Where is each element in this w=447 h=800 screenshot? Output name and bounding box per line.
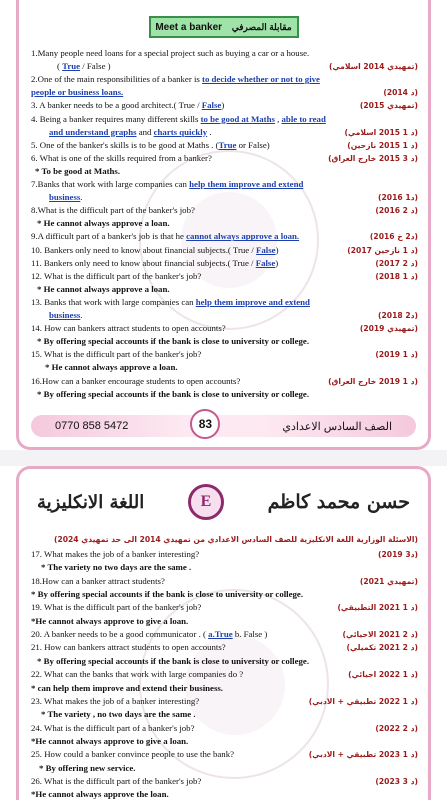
exam-reference: (د 2 2022) [375, 723, 418, 733]
underlined-answer: True [62, 61, 81, 72]
question-text: and [136, 126, 154, 137]
underlined-answer: help them improve and extend [189, 179, 304, 189]
exam-reference: (د 1 2023 تطبيقي + الادبي) [308, 750, 418, 760]
question-text: . [207, 126, 212, 137]
question-line [31, 602, 418, 613]
question-line [31, 140, 418, 151]
answer-line [31, 789, 418, 800]
question-line [31, 749, 418, 760]
question-text: 15. What is the difficult part of the banker's job? [31, 349, 202, 360]
subject-calligraphy: اللغة الانكليزية [37, 491, 145, 513]
question-line [31, 74, 418, 85]
exam-reference: (د 1 2015 اسلامي) [344, 127, 418, 137]
document-page-84 [16, 466, 431, 800]
underlined-answer: business [49, 192, 81, 203]
underlined-answer: charts quickly [153, 126, 208, 137]
question-line [31, 192, 418, 203]
question-text: ) [275, 257, 279, 268]
answer-line [31, 763, 418, 774]
exam-reference: (د3 2019) [378, 550, 418, 559]
exam-reference: (تمهيدي 2015) [359, 101, 418, 111]
question-text: 3. A banker needs to be a good architect.( True / [31, 100, 202, 111]
question-line [31, 179, 418, 190]
question-line [31, 61, 418, 72]
question-text: 4. Being a banker requires many different skills [31, 113, 201, 124]
section-title [149, 16, 299, 38]
exam-reference: (تمهيدي 2021) [359, 576, 418, 586]
question-line [31, 297, 418, 308]
question-line [31, 349, 418, 360]
answer-line [31, 389, 418, 400]
question-text: 26. What is the difficult part of the banker's job? [31, 775, 202, 786]
question-line [31, 323, 418, 334]
question-text: or False) [236, 139, 270, 150]
question-text: . [80, 192, 83, 203]
question-text: 21. How can bankers attract students to open accounts? [31, 642, 226, 653]
answer-text: * He cannot always approve a loan. [45, 362, 178, 373]
question-line [31, 723, 418, 734]
question-text: 8.What is the difficult part of the banker's job? [31, 205, 195, 216]
question-line [31, 629, 418, 640]
question-text: 24. What is the difficult part of a banker's job? [31, 722, 195, 733]
answer-line [31, 656, 418, 667]
question-line [31, 127, 418, 138]
question-text: 13. Banks that work with large companies can [31, 296, 196, 307]
exam-reference: (د 2 2017) [375, 258, 418, 268]
answer-line [31, 683, 418, 694]
page-separator [0, 450, 447, 466]
answer-text: *He cannot always approve to give a loan. [31, 615, 189, 626]
question-text: . [80, 310, 83, 320]
answer-line [31, 166, 418, 177]
answer-text: * He cannot always approve a loan. [37, 283, 170, 294]
underlined-answer: False [201, 100, 222, 111]
answer-line [31, 336, 418, 347]
exam-reference: (د 1 2022 تطبيقي + الادبي) [308, 696, 418, 706]
question-line [31, 153, 418, 164]
exam-reference: (د 1 2019) [375, 350, 418, 360]
question-line [31, 696, 418, 707]
page-footer [31, 415, 416, 437]
exam-reference: (د 2014) [383, 88, 418, 98]
exam-range-note: (الاسئلة الوزارية اللغة الانكليزية للصف السادس الاعدادي من تمهيدي 2014 الى حد تمهيدي 2024) [53, 535, 418, 544]
question-line [31, 776, 418, 787]
exam-reference: (د1 2016) [378, 193, 418, 203]
underlined-answer: business [49, 310, 81, 320]
question-line [31, 114, 418, 125]
exam-reference: (تمهيدي 2014 اسلامي) [328, 62, 418, 72]
underlined-answer: people or business loans. [31, 87, 124, 98]
question-text: b. False ) [232, 629, 268, 640]
underlined-answer: cannot always approve a loan. [186, 231, 300, 242]
answer-text: * By offering special accounts if the bank is close to university or college. [37, 388, 310, 399]
answer-text: *He cannot always approve the loan. [31, 789, 169, 800]
question-text: ) [221, 100, 225, 111]
answer-line [31, 589, 418, 600]
question-line [31, 231, 418, 242]
question-text: 12. What is the difficult part of the banker's job? [31, 270, 202, 281]
exam-reference: (د 2 2021 تكميلي) [346, 643, 418, 653]
exam-reference: (د2 2018) [378, 311, 418, 320]
question-line [31, 642, 418, 653]
answer-line [31, 284, 418, 295]
question-line [31, 669, 418, 680]
english-badge-logo: E [188, 484, 224, 520]
question-text: 11. Bankers only need to know about financial subjects.( True / [31, 257, 256, 268]
question-text: 22. What can the banks that work with large companies do ? [31, 669, 244, 680]
answer-text: * By offering new service. [39, 762, 136, 773]
question-text: 10. Bankers only need to know about financial subjects.( True / [31, 244, 257, 255]
question-text: 1.Many people need loans for a special project such as buying a car or a house. [31, 48, 310, 58]
answer-text: * To be good at Maths. [35, 165, 121, 176]
underlined-answer: help them improve and extend [195, 296, 310, 307]
exam-reference: (د 1 نازحين 2017) [347, 245, 418, 255]
underlined-answer: a.True [208, 629, 233, 640]
underlined-answer: able to read [281, 113, 326, 124]
question-text: 16.How can a banker encourage students to open accounts? [31, 375, 241, 386]
section-title-en: Meet a banker [155, 21, 223, 33]
exam-reference: (د 1 2015 نازحين) [347, 140, 418, 150]
question-text: 20. A banker needs to be a good communicator . ( [31, 629, 209, 640]
exam-reference: (د 1 2021 التطبيقي) [337, 603, 418, 613]
author-calligraphy: حسن محمد كاظم [267, 491, 410, 513]
exam-reference: (د 2 2016) [375, 206, 418, 216]
underlined-answer: True [218, 139, 237, 150]
exam-reference: (د 3 2015 خارج العراق) [328, 153, 418, 163]
question-text: 5. One of the banker's skills is to be good at Maths . ( [31, 139, 219, 150]
answer-text: *He cannot always approve to give a loan. [31, 735, 189, 746]
page-number: 83 [190, 409, 220, 439]
question-text: 23. What makes the job of a banker interesting? [31, 695, 200, 706]
question-text: ( [57, 61, 63, 72]
answer-text: * By offering special accounts if the bank is close to university or college. [37, 655, 310, 666]
question-text: 6. What is one of the skills required from a banker? [31, 152, 212, 163]
answer-text: * By offering special accounts if the bank is close to university or college. [37, 336, 310, 347]
question-text: 19. What is the difficult part of the banker's job? [31, 602, 202, 613]
question-line [31, 310, 418, 321]
section-title-ar: مقابلة المصرفي [231, 21, 292, 32]
question-text: , [274, 113, 282, 124]
question-text: ) [275, 244, 279, 255]
exam-reference: (د 1 2018) [375, 271, 418, 281]
answer-text: * can help them improve and extend their business. [31, 682, 224, 693]
exam-reference: (د 2 2021 الاحيائي) [342, 630, 418, 640]
answer-text: * The variety , no two days are the same . [41, 709, 196, 720]
question-text: 7.Banks that work with large companies can [31, 179, 190, 189]
answer-text: * The variety no two days are the same . [41, 562, 192, 573]
question-line [31, 271, 418, 282]
footer-phone: 0770 858 5472 [55, 420, 129, 432]
question-text: / False ) [80, 61, 111, 72]
header-banner [19, 479, 428, 525]
underlined-answer: False [255, 257, 276, 268]
answer-line [31, 362, 418, 373]
question-line [31, 376, 418, 387]
question-line [31, 205, 418, 216]
underlined-answer: to be good at Maths [200, 113, 275, 124]
question-line [31, 576, 418, 587]
question-line [31, 258, 418, 269]
answer-line [31, 736, 418, 747]
document-page-83 [16, 0, 431, 450]
exam-reference: (تمهيدي 2019) [359, 324, 418, 334]
underlined-answer: and understand graphs [49, 126, 137, 137]
section-title-row [19, 16, 428, 40]
question-line [31, 87, 418, 98]
underlined-answer: to decide whether or not to give [202, 74, 320, 85]
question-text: 25. How could a banker convince people to use the bank? [31, 749, 234, 760]
underlined-answer: False [256, 244, 276, 255]
answer-line [31, 709, 418, 720]
exam-reference: (د2 خ 2016) [369, 232, 418, 242]
answer-text: * By offering special accounts if the bank is close to university or college. [31, 589, 304, 600]
answer-line [31, 218, 418, 229]
question-text: 18.How can a banker attract students? [31, 575, 165, 586]
question-line [31, 100, 418, 111]
footer-grade: الصف السادس الاعدادي [282, 420, 392, 433]
exam-reference: (د 1 2019 خارج العراق) [328, 376, 418, 386]
answer-text: * He cannot always approve a loan. [37, 218, 170, 229]
question-text: 14. How can bankers attract students to open accounts? [31, 323, 226, 334]
exam-reference: (د 3 2023) [375, 776, 418, 786]
exam-reference: (د 1 2022 احيائي) [348, 670, 418, 680]
question-line [31, 549, 418, 560]
question-line [31, 48, 418, 59]
question-text: 17. What makes the job of a banker interesting? [31, 549, 200, 559]
answer-line [31, 616, 418, 627]
question-line [31, 245, 418, 256]
question-text: 2.One of the main responsibilities of a banker is [31, 74, 203, 85]
question-text: 9.A difficult part of a banker's job is that he [31, 231, 187, 242]
answer-line [31, 562, 418, 573]
